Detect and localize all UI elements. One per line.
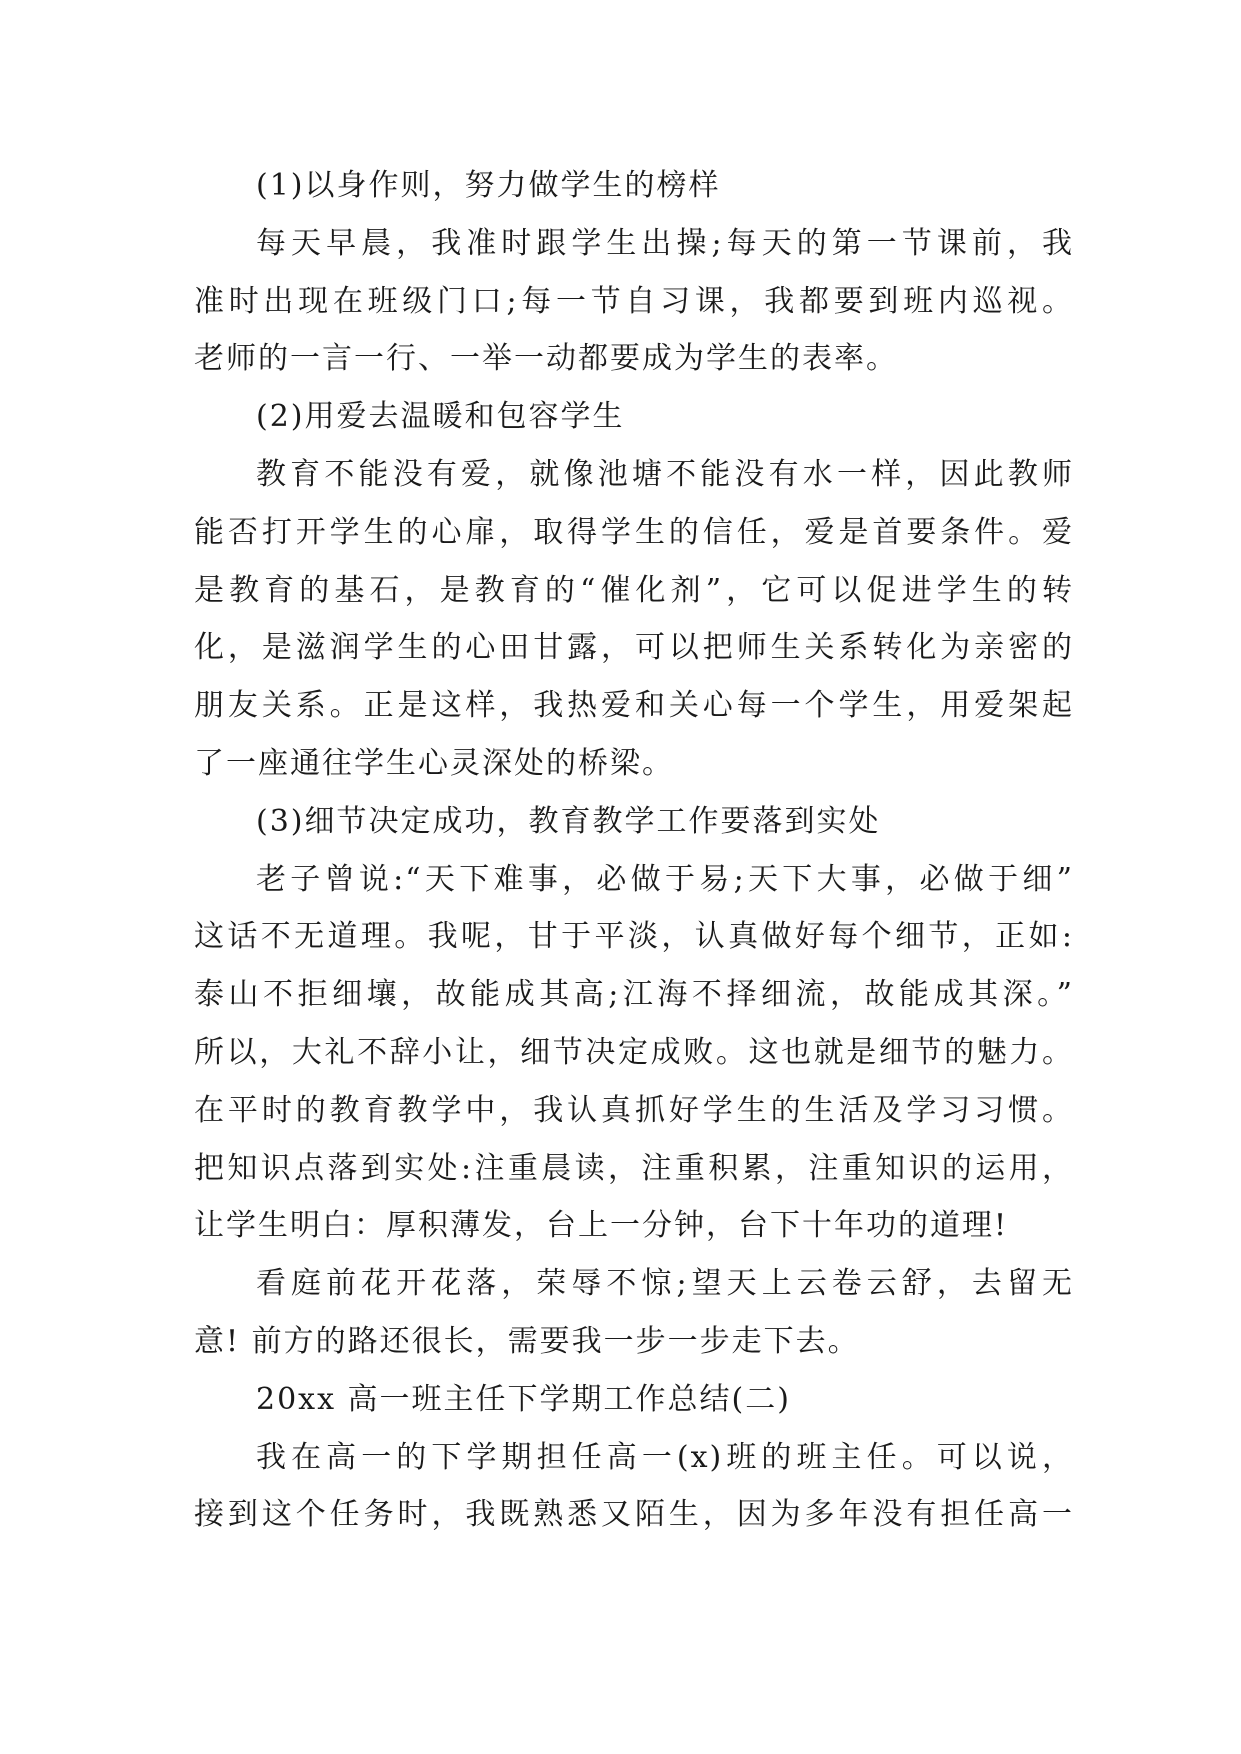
paragraph-line: 把知识点落到实处:注重晨读，注重积累，注重知识的运用， xyxy=(194,1150,1074,1186)
paragraph-line: 朋友关系。正是这样，我热爱和关心每一个学生，用爱架起 xyxy=(194,688,1074,724)
paragraph-line: 教育不能没有爱，就像池塘不能没有水一样，因此教师 xyxy=(256,456,1074,492)
paragraph-line: 所以，大礼不辞小让，细节决定成败。这也就是细节的魅力。 xyxy=(194,1034,1074,1070)
paragraph-line: 是教育的基石，是教育的“催化剂”，它可以促进学生的转 xyxy=(194,572,1074,608)
paragraph-line: 化，是滋润学生的心田甘露，可以把师生关系转化为亲密的 xyxy=(194,630,1074,666)
document-body xyxy=(194,157,1074,1544)
paragraph-line: 看庭前花开花落，荣辱不惊;望天上云卷云舒，去留无 xyxy=(256,1266,1074,1302)
paragraph-line: 每天早晨，我准时跟学生出操;每天的第一节课前，我 xyxy=(256,225,1074,261)
paragraph-line: 意! 前方的路还很长，需要我一步一步走下去。 xyxy=(194,1323,860,1359)
paragraph-line: 能否打开学生的心扉，取得学生的信任，爱是首要条件。爱 xyxy=(194,514,1074,550)
heading-3-details: (3)细节决定成功，教育教学工作要落到实处 xyxy=(256,803,881,839)
section-title-summary-2: 20xx 高一班主任下学期工作总结(二) xyxy=(256,1381,791,1417)
paragraph-line: 老子曾说:“天下难事，必做于易;天下大事，必做于细” xyxy=(256,861,1074,897)
paragraph-line: 泰山不拒细壤，故能成其高;江海不择细流，故能成其深。” xyxy=(194,977,1074,1013)
paragraph-line: 准时出现在班级门口;每一节自习课，我都要到班内巡视。 xyxy=(194,283,1074,319)
paragraph-line: 接到这个任务时，我既熟悉又陌生，因为多年没有担任高一 xyxy=(194,1497,1074,1533)
paragraph-line: 在平时的教育教学中，我认真抓好学生的生活及学习习惯。 xyxy=(194,1092,1074,1128)
paragraph-line: 老师的一言一行、一举一动都要成为学生的表率。 xyxy=(194,341,898,377)
paragraph-line: 这话不无道理。我呢，甘于平淡，认真做好每个细节，正如: xyxy=(194,919,1074,955)
paragraph-line: 让学生明白：厚积薄发，台上一分钟，台下十年功的道理! xyxy=(194,1208,1009,1244)
heading-1-role-model: (1)以身作则，努力做学生的榜样 xyxy=(256,168,721,203)
paragraph-line: 了一座通往学生心灵深处的桥梁。 xyxy=(194,745,674,781)
heading-2-love: (2)用爱去温暖和包容学生 xyxy=(256,399,625,435)
paragraph-line: 我在高一的下学期担任高一(x)班的班主任。可以说， xyxy=(256,1439,1074,1475)
